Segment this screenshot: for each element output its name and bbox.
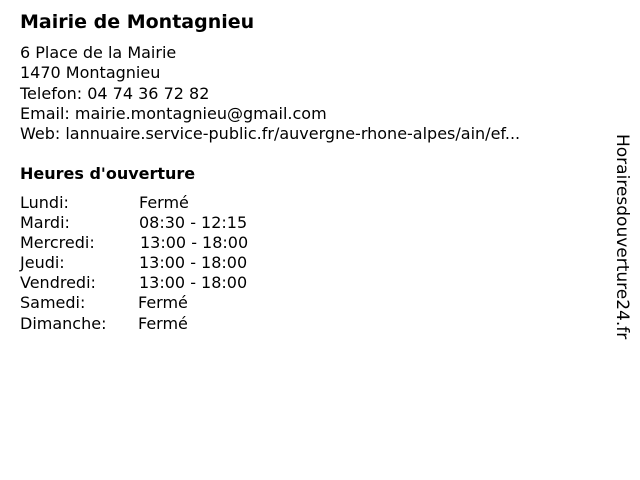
web-line: Web: lannuaire.service-public.fr/auvergne-rhone-alpes/ain/ef...	[20, 124, 521, 144]
day-label: Lundi:	[20, 193, 69, 212]
day-hours: 13:00 - 18:00	[139, 273, 248, 293]
day-label: Vendredi:	[20, 273, 96, 293]
day-hours: Fermé	[138, 313, 188, 333]
day-hours: 08:30 - 12:15	[139, 213, 248, 233]
day-hours: Fermé	[138, 293, 188, 313]
day-label: Samedi:	[20, 293, 86, 313]
address-line-1: 6 Place de la Mairie	[20, 43, 177, 62]
day-label: Jeudi:	[20, 253, 65, 273]
opening-hours-heading: Heures d'ouverture	[20, 164, 196, 183]
day-hours: 13:00 - 18:00	[139, 253, 248, 273]
day-label: Mercredi:	[20, 233, 95, 253]
address-line-2: 1470 Montagnieu	[20, 63, 161, 83]
day-hours: 13:00 - 18:00	[140, 233, 249, 253]
phone-line: Telefon: 04 74 36 72 82	[20, 83, 210, 103]
day-hours: Fermé	[139, 193, 189, 212]
day-label: Dimanche:	[20, 313, 107, 333]
watermark-site-name: Horairesdouverture24.fr	[612, 134, 632, 340]
contact-info	[20, 43, 520, 144]
email-line: Email: mairie.montagnieu@gmail.com	[20, 103, 327, 123]
business-name: Mairie de Montagnieu	[20, 11, 255, 33]
day-label: Mardi:	[20, 213, 70, 233]
